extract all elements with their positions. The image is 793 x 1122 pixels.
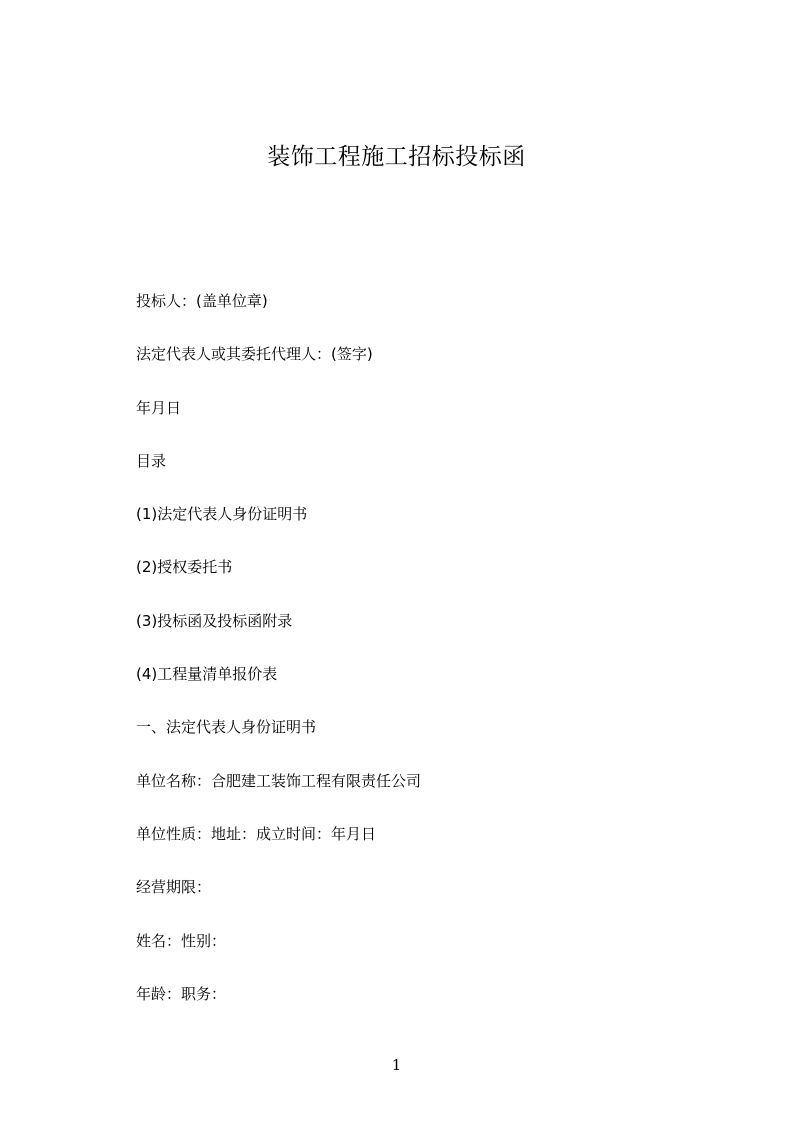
name-gender-field: 姓名：性别：	[136, 932, 227, 950]
age-position-field: 年龄：职务：	[136, 985, 227, 1003]
company-details-field: 单位性质：地址：成立时间：年月日	[136, 825, 377, 843]
company-name-field: 单位名称：合肥建工装饰工程有限责任公司	[136, 772, 422, 790]
page-number: 1	[391, 1056, 402, 1074]
bidder-seal-line: 投标人：(盖单位章)	[136, 292, 268, 310]
toc-item-1: (1)法定代表人身份证明书	[136, 505, 308, 523]
operating-period-field: 经营期限：	[136, 878, 212, 896]
toc-item-2: (2)授权委托书	[136, 558, 233, 576]
date-line: 年月日	[136, 399, 182, 417]
document-title: 装饰工程施工招标投标函	[267, 144, 526, 170]
legal-representative-signature-line: 法定代表人或其委托代理人：(签字)	[136, 345, 373, 363]
toc-item-4: (4)工程量清单报价表	[136, 665, 278, 683]
table-of-contents-heading: 目录	[136, 452, 167, 470]
toc-item-3: (3)投标函及投标函附录	[136, 612, 293, 630]
section-heading-1: 一、法定代表人身份证明书	[136, 718, 317, 736]
